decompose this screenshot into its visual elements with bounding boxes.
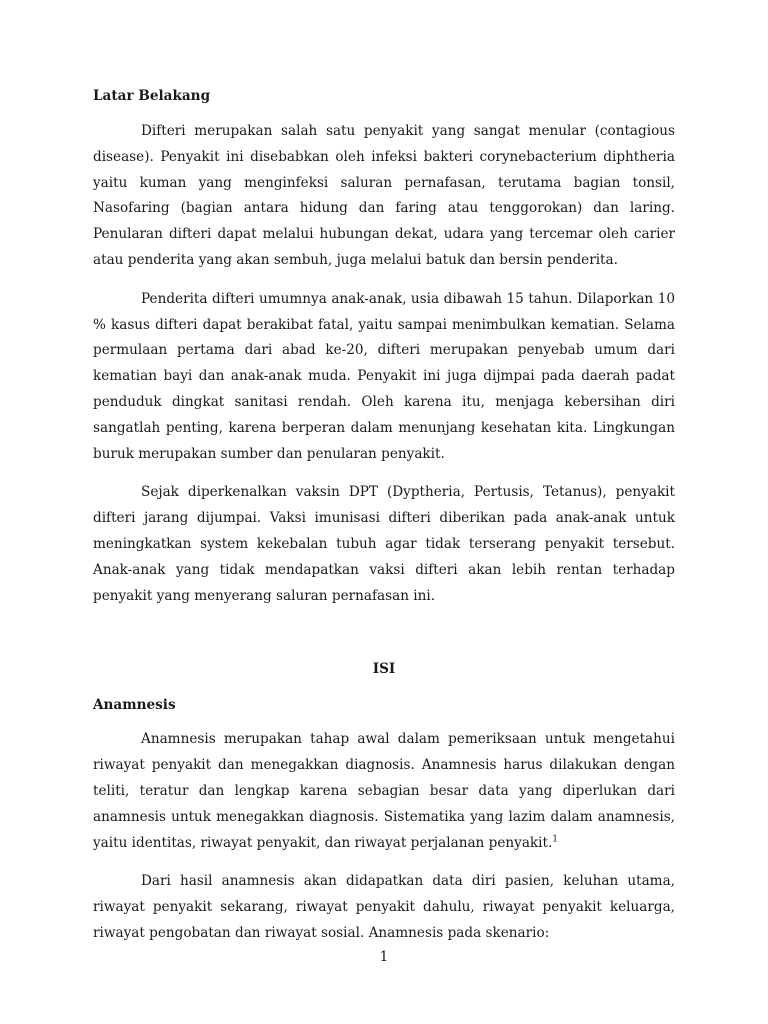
- paragraph-anamnesis-definisi: [93, 727, 675, 856]
- heading-latar-belakang: Latar Belakang: [93, 88, 211, 104]
- paragraph-hasil-anamnesis: Dari hasil anamnesis akan didapatkan data diri pasien, keluhan utama, riwayat penyakit sekarang, riwayat penyakit dahulu, riwayat penyakit keluarga, riwayat pengobatan dan riwayat sosial. Anamnesis pada skenario:: [93, 873, 675, 941]
- heading-anamnesis: Anamnesis: [93, 697, 176, 714]
- page-number: 1: [379, 949, 389, 965]
- heading-isi: ISI: [372, 661, 396, 678]
- paragraph-anamnesis-text: Anamnesis merupakan tahap awal dalam pemeriksaan untuk mengetahui riwayat penyakit dan menegakkan diagnosis. Anamnesis harus dilakukan dengan teliti, teratur dan lengkap karena sebagian besar data yang diperlukan dari anamnesis untuk menegakkan diagnosis. Sistematika yang lazim dalam anamnesis, yaitu identitas, riwayat penyakit, dan riwayat perjalanan penyakit.: [93, 731, 675, 851]
- footnote-marker: 1: [552, 834, 559, 844]
- paragraph-penderita-difteri: Penderita difteri umumnya anak-anak, usia dibawah 15 tahun. Dilaporkan 10 % kasus difteri dapat berakibat fatal, yaitu sampai menimbulkan kematian. Selama permulaan pertama dari abad ke-20, difteri merupakan penyebab umum dari kematian bayi dan anak-anak muda. Penyakit ini juga dijmpai pada daerah padat penduduk dingkat sanitasi rendah. Oleh karena itu, menjaga kebersihan diri sangatlah penting, karena berperan dalam menunjang kesehatan kita. Lingkungan buruk merupakan sumber dan penularan penyakit.: [93, 290, 675, 462]
- paragraph-difteri-definisi: Difteri merupakan salah satu penyakit yang sangat menular (contagious disease). Penyakit ini disebabkan oleh infeksi bakteri corynebacterium diphtheria yaitu kuman yang menginfeksi saluran pernafasan, terutama bagian tonsil, Nasofaring (bagian antara hidung dan faring atau tenggorokan) dan laring. Penularan difteri dapat melalui hubungan dekat, udara yang tercemar oleh carier atau penderita yang akan sembuh, juga melalui batuk dan bersin penderita.: [93, 123, 675, 268]
- paragraph-vaksin-dpt: Sejak diperkenalkan vaksin DPT (Dyptheria, Pertusis, Tetanus), penyakit difteri jarang dijumpai. Vaksi imunisasi difteri diberikan pada anak-anak untuk meningkatkan system kekebalan tubuh agar tidak terserang penyakit tersebut. Anak-anak yang tidak mendapatkan vaksi difteri akan lebih rentan terhadap penyakit yang menyerang saluran pernafasan ini.: [93, 484, 675, 604]
